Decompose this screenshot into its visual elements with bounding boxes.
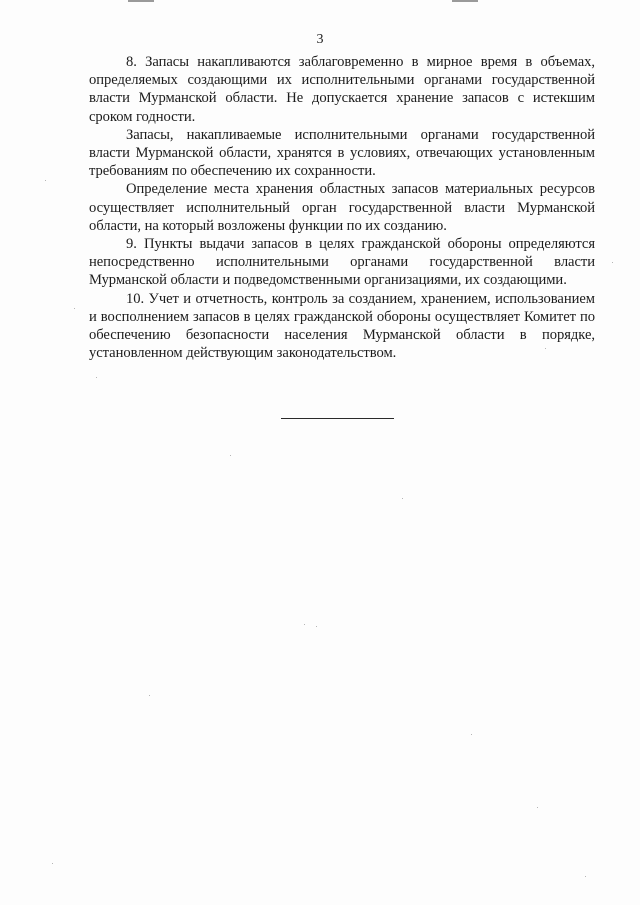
scan-speck bbox=[74, 308, 75, 309]
scan-speck bbox=[304, 624, 305, 625]
paragraph-10: 10. Учет и отчетность, контроль за созданием, хранением, использованием и восполнением запасов в целях гражданской обороны осуществляет Комитет по обеспечению безопасности населения Мурманской области в порядке, установленном действующим законодательством. bbox=[89, 290, 595, 362]
scan-speck bbox=[545, 348, 546, 349]
scan-speck bbox=[585, 876, 586, 877]
document-body bbox=[89, 53, 595, 362]
scan-speck bbox=[52, 863, 53, 864]
scan-speck bbox=[316, 626, 317, 627]
page-number: 3 bbox=[316, 32, 324, 47]
scan-speck bbox=[230, 455, 231, 456]
paragraph-8: 8. Запасы накапливаются заблаговременно в мирное время в объемах, определяемых создающими их исполнительными органами государственной власти Мурманской области. Не допускается хранение запасов с истекшим сроком годности. bbox=[89, 54, 595, 125]
scan-speck bbox=[537, 807, 538, 808]
end-of-text-divider bbox=[281, 418, 394, 419]
scan-speck bbox=[149, 695, 150, 696]
scan-speck bbox=[612, 262, 613, 263]
paragraph-9: 9. Пункты выдачи запасов в целях гражданской обороны определяются непосредственно исполнительными органами государственной власти Мурманской области и подведомственными организациями, их создающими. bbox=[89, 236, 595, 289]
scan-speck bbox=[402, 498, 403, 499]
scan-edge-mark bbox=[452, 0, 478, 2]
scan-speck bbox=[471, 734, 472, 735]
scan-speck bbox=[96, 377, 97, 378]
paragraph-storage-conditions: Запасы, накапливаемые исполнительными органами государственной власти Мурманской области, хранятся в условиях, отвечающих установленным требованиям по обеспечению их сохранности. bbox=[89, 126, 595, 180]
scan-speck bbox=[45, 180, 46, 181]
paragraph-storage-location: Определение места хранения областных запасов материальных ресурсов осуществляет исполнительный орган государственной власти Мурманской области, на который возложены функции по их созданию. bbox=[89, 181, 595, 234]
scan-edge-mark bbox=[128, 0, 154, 2]
